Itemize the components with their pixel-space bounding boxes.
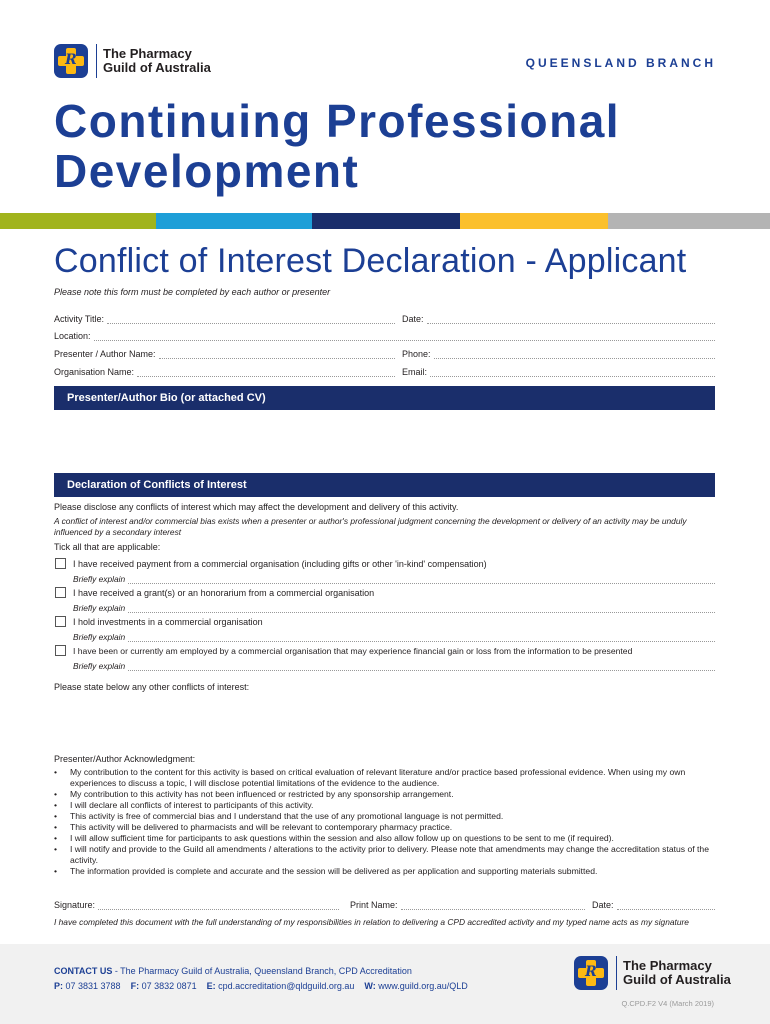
- signature-field[interactable]: Signature:: [54, 898, 339, 910]
- print-name-field[interactable]: Print Name:: [350, 898, 585, 910]
- location-field[interactable]: Location:: [54, 329, 715, 341]
- conflict-checkbox-4[interactable]: [55, 645, 66, 656]
- conflict-item-4: I have been or currently am employed by a commercial organisation that may experience financial gain or loss from the information to be presented: [73, 646, 633, 656]
- color-stripe: [0, 213, 770, 229]
- conflict-item-1: I have received payment from a commercial organisation (including gifts or other 'in-kind' compensation): [73, 559, 487, 569]
- signature-date-field[interactable]: Date:: [592, 898, 715, 910]
- tick-all-label: Tick all that are applicable:: [54, 542, 161, 552]
- bio-text-area[interactable]: [54, 412, 715, 468]
- acknowledgment-list: [54, 767, 715, 877]
- other-conflicts-label: Please state below any other conflicts of interest:: [54, 682, 250, 692]
- phone-field[interactable]: Phone:: [402, 347, 715, 359]
- footer-guild-logo: R The Pharmacy Guild of Australia: [574, 956, 731, 990]
- conflict-item-3: I hold investments in a commercial organisation: [73, 617, 263, 627]
- explain-field-4[interactable]: Briefly explain: [73, 659, 715, 671]
- organisation-name-field[interactable]: Organisation Name:: [54, 365, 395, 377]
- footer-fax: 07 3832 0871: [139, 981, 197, 991]
- footer-contact: CONTACT US - The Pharmacy Guild of Australia, Queensland Branch, CPD Accreditation P: 07 3831 3788 F: 07 3832 0871 E: cpd.accreditation@qldguild.org.au W: www.guild.org.au/QLD: [54, 966, 468, 991]
- presenter-name-field[interactable]: Presenter / Author Name:: [54, 347, 395, 359]
- page-title: Continuing Professional Development: [54, 95, 621, 197]
- acknowledgment-title: Presenter/Author Acknowledgment:: [54, 754, 196, 764]
- other-conflicts-area[interactable]: [54, 696, 715, 748]
- activity-title-field[interactable]: Activity Title:: [54, 312, 395, 324]
- date-field[interactable]: Date:: [402, 312, 715, 324]
- guild-logo: [54, 44, 211, 78]
- guild-cross-icon: R: [574, 956, 608, 990]
- branch-label: QUEENSLAND BRANCH: [525, 56, 716, 70]
- ack-item: • I will notify and provide to the Guild all amendments / alterations to the activity prior to delivery. Please note that amendments may change the accreditation status of the activity.: [54, 844, 715, 866]
- ack-item: • The information provided is complete and accurate and the session will be delivered as per application and supporting materials submitted.: [54, 866, 715, 877]
- explain-field-2[interactable]: Briefly explain: [73, 601, 715, 613]
- explain-field-3[interactable]: Briefly explain: [73, 630, 715, 642]
- logo-line2: Guild of Australia: [103, 60, 211, 75]
- conflict-item-2: I have received a grant(s) or an honorarium from a commercial organisation: [73, 588, 375, 598]
- footer-email-link[interactable]: cpd.accreditation@qldguild.org.au: [215, 981, 355, 991]
- form-title: Conflict of Interest Declaration - Applicant: [54, 242, 687, 280]
- signature-statement: I have completed this document with the full understanding of my responsibilities in relation to delivering a CPD accredited activity and my typed name acts as my signature: [54, 917, 689, 927]
- form-version: Q.CPD.F2 V4 (March 2019): [621, 999, 714, 1008]
- declaration-section-header: Declaration of Conflicts of Interest: [54, 473, 715, 497]
- ack-item: • This activity will be delivered to pharmacists and will be relevant to contemporary pharmacy practice.: [54, 822, 715, 833]
- ack-item: • I will declare all conflicts of interest to participants of this activity.: [54, 800, 715, 811]
- conflict-checkbox-3[interactable]: [55, 616, 66, 627]
- conflict-checkbox-2[interactable]: [55, 587, 66, 598]
- ack-item: • This activity is free of commercial bias and I understand that the use of any promotional language is not permitted.: [54, 811, 715, 822]
- conflict-checkbox-1[interactable]: [55, 558, 66, 569]
- ack-item: • My contribution to this activity has not been influenced or restricted by any sponsorship arrangement.: [54, 789, 715, 800]
- footer-phone: 07 3831 3788: [63, 981, 121, 991]
- ack-item: • I will allow sufficient time for participants to ask questions within the session and also allow follow up on questions to be sent to me (if required).: [54, 833, 715, 844]
- logo-line1: The Pharmacy: [103, 46, 192, 61]
- email-field[interactable]: Email:: [402, 365, 715, 377]
- declaration-intro: Please disclose any conflicts of interest which may affect the development and delivery of this activity.: [54, 502, 459, 512]
- bio-section-header: Presenter/Author Bio (or attached CV): [54, 386, 715, 410]
- conflict-definition: A conflict of interest and/or commercial bias exists when a presenter or author's professional judgment concerning the development or delivery of an activity may be unduly influenced by a secondary interest: [54, 516, 687, 537]
- guild-cross-icon: R: [54, 44, 88, 78]
- explain-field-1[interactable]: Briefly explain: [73, 572, 715, 584]
- ack-item: • My contribution to the content for this activity is based on critical evaluation of relevant literature and/or practice based professional evidence. When using my own experiences to discuss a topic, I will disclose potential limitations of the evidence to the audience.: [54, 767, 715, 789]
- footer-web-link[interactable]: www.guild.org.au/QLD: [375, 981, 468, 991]
- form-note: Please note this form must be completed by each author or presenter: [54, 287, 331, 297]
